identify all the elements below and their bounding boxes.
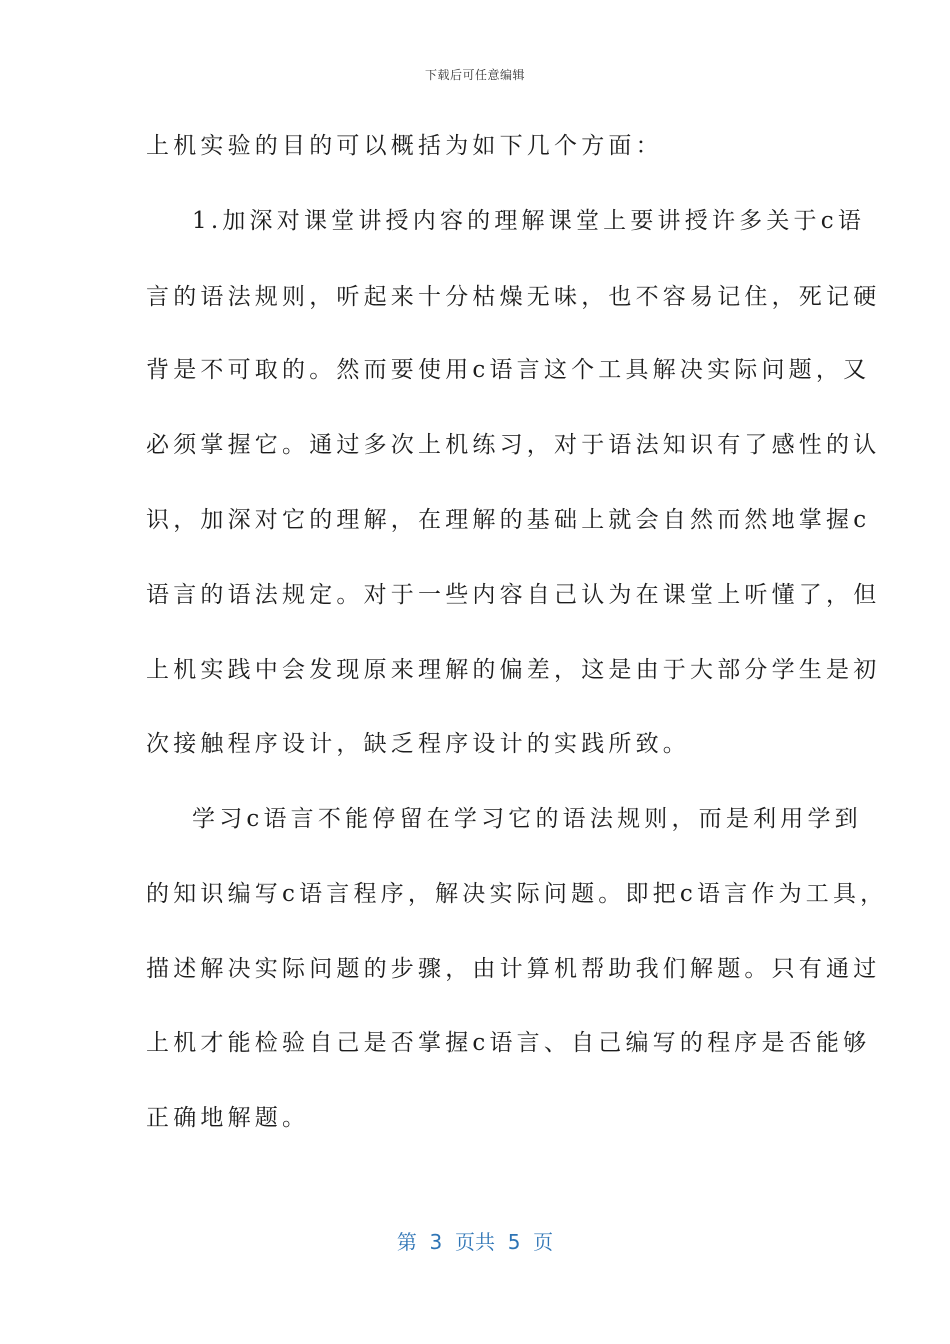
body-text-line: 描述解决实际问题的步骤，由计算机帮助我们解题。只有通过 [146, 956, 881, 982]
body-text-line: 1.加深对课堂讲授内容的理解课堂上要讲授许多关于c语 [192, 208, 866, 234]
body-text-line: 上机才能检验自己是否掌握c语言、自己编写的程序是否能够 [146, 1030, 871, 1056]
body-text-line: 言的语法规则，听起来十分枯燥无味，也不容易记住，死记硬 [146, 284, 881, 310]
page-number-footer: 第 3 页共 5 页 [396, 1230, 554, 1254]
body-text-line: 正确地解题。 [146, 1105, 310, 1131]
body-text-line: 背是不可取的。然而要使用c语言这个工具解决实际问题，又 [146, 357, 871, 383]
body-text-line: 上机实践中会发现原来理解的偏差，这是由于大部分学生是初 [146, 657, 881, 683]
body-text-line: 识，加深对它的理解，在理解的基础上就会自然而然地掌握c [146, 507, 871, 533]
body-text-line: 语言的语法规定。对于一些内容自己认为在课堂上听懂了，但 [146, 582, 881, 608]
body-text-line: 学习c语言不能停留在学习它的语法规则，而是利用学到 [192, 806, 862, 832]
body-text-line: 的知识编写c语言程序，解决实际问题。即把c语言作为工具， [146, 881, 888, 907]
body-text-line: 上机实验的目的可以概括为如下几个方面： [146, 133, 663, 159]
header-note: 下载后可任意编辑 [424, 68, 525, 82]
body-text-line: 必须掌握它。通过多次上机练习，对于语法知识有了感性的认 [146, 432, 881, 458]
body-text-line: 次接触程序设计，缺乏程序设计的实践所致。 [146, 731, 690, 757]
